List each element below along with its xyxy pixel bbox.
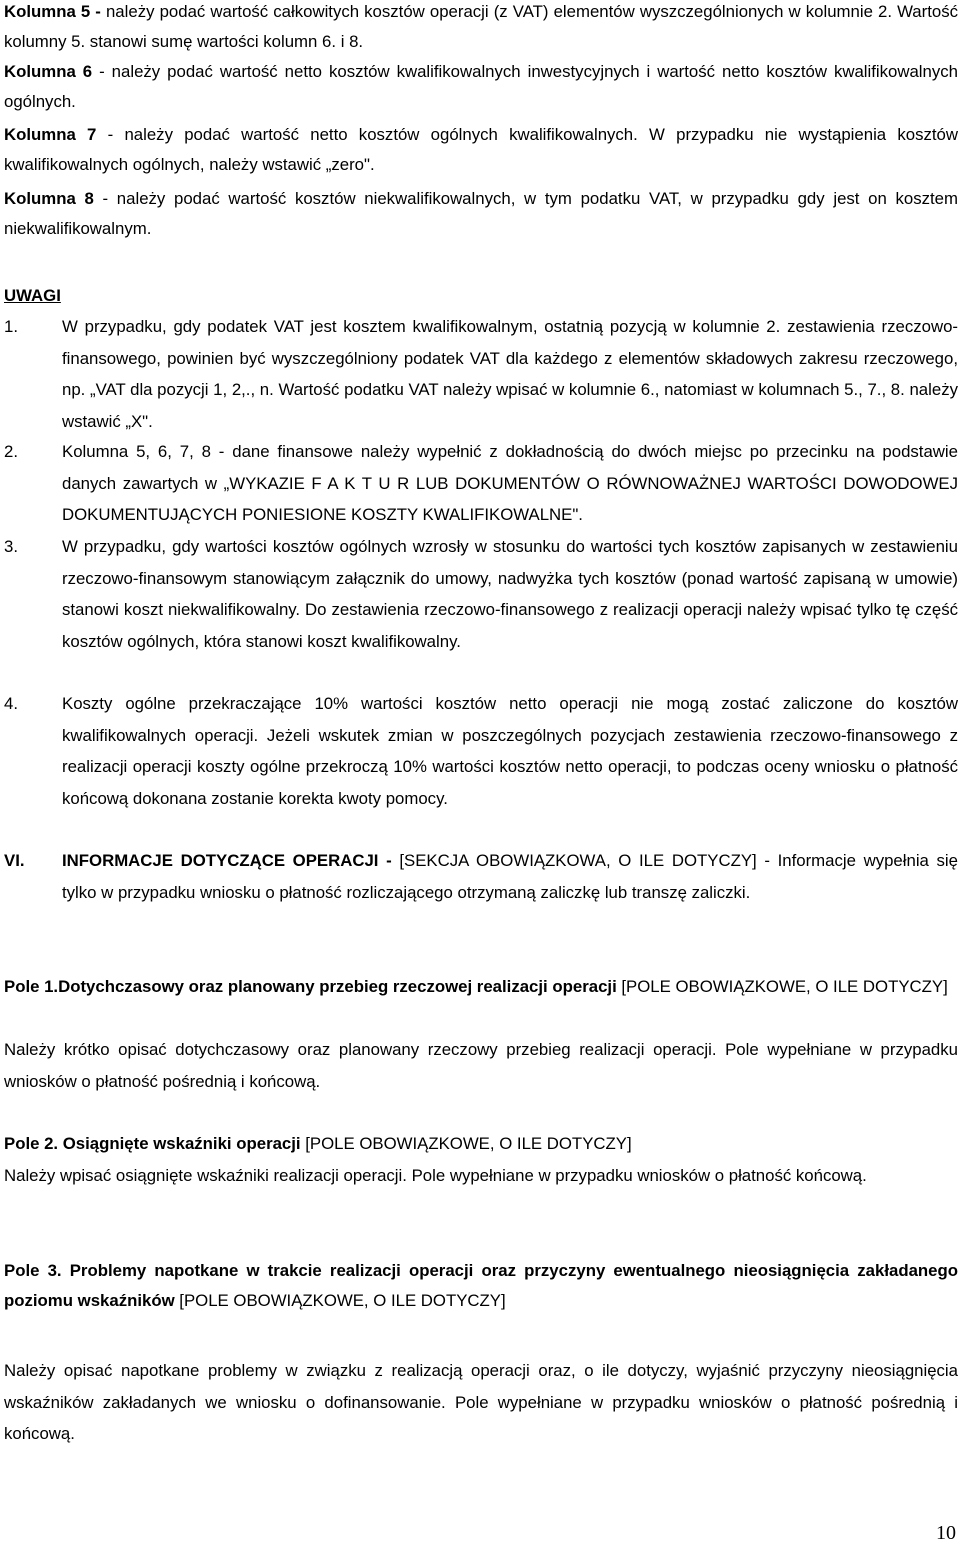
uwagi-item-1-text: W przypadku, gdy podatek VAT jest kosztem kwalifikowalnym, ostatnią pozycją w kolumnie 2. zestawienia rzeczowo-finansowego, powinien być wyszczególniony podatek VAT dla każdego z elementów składowych zakresu rzeczowego, np. „VAT dla pozycji 1, 2,., n. Wartość podatku VAT należy wpisać w kolumnie 6., natomiast w kolumnach 5., 7., 8. należy wstawić „X".: [62, 317, 958, 431]
section-vi-description: [SEKCJA OBOWIĄZKOWA, O ILE DOTYCZY] - Informacje wypełnia się tylko w przypadku wniosku o płatność rozliczającego otrzymaną zaliczkę lub transzę zaliczki.: [62, 851, 958, 902]
uwagi-item-4-number: 4.: [4, 694, 18, 713]
kolumna-8-text: - należy podać wartość kosztów niekwalifikowalnych, w tym podatku VAT, w przypadku gdy jest on kosztem niekwalifikowalnym.: [4, 189, 958, 238]
uwagi-item-4: [4, 688, 958, 814]
uwagi-item-2: [4, 436, 958, 531]
uwagi-heading-text: UWAGI: [4, 286, 61, 305]
pole-3-heading: [4, 1256, 958, 1316]
pole-1-heading: [4, 971, 958, 1003]
page-number: 10: [936, 1522, 956, 1544]
kolumna-5-label: Kolumna 5 -: [4, 2, 101, 21]
kolumna-5-paragraph: [4, 0, 958, 57]
pole-3-text: Należy opisać napotkane problemy w związku z realizacją operacji oraz, o ile dotyczy, wyjaśnić przyczyny nieosiągnięcia wskaźników zakładanych we wniosku o dofinansowanie. Pole wypełniane w przypadku wniosków o płatność pośrednią i końcową.: [4, 1361, 958, 1443]
section-vi: [4, 845, 958, 908]
uwagi-heading: [4, 280, 958, 312]
uwagi-item-1-number: 1.: [4, 317, 18, 336]
uwagi-item-4-text: Koszty ogólne przekraczające 10% wartości kosztów netto operacji nie mogą zostać zaliczone do kosztów kwalifikowalnych operacji. Jeżeli wskutek zmian w poszczególnych pozycjach zestawienia rzeczowo-finansowego z realizacji operacji koszty ogólne przekroczą 10% wartości kosztów netto operacji, to podczas oceny wniosku o płatność końcową dokonana zostanie korekta kwoty pomocy.: [62, 694, 958, 808]
kolumna-5-text: należy podać wartość całkowitych kosztów operacji (z VAT) elementów wyszczególnionych w kolumnie 2. Wartość kolumny 5. stanowi sumę wartości kolumn 6. i 8.: [4, 2, 958, 51]
section-vi-title: INFORMACJE DOTYCZĄCE OPERACJI -: [62, 851, 392, 870]
uwagi-item-2-text: Kolumna 5, 6, 7, 8 - dane finansowe należy wypełnić z dokładnością do dwóch miejsc po przecinku na podstawie danych zawartych w „WYKAZIE F A K T U R LUB DOKUMENTÓW O RÓWNOWAŻNEJ WARTOŚCI DOWODOWEJ DOKUMENTUJĄCYCH PONIESIONE KOSZTY KWALIFIKOWALNE".: [62, 442, 958, 524]
pole-1-tag: [POLE OBOWIĄZKOWE, O ILE DOTYCZY]: [616, 977, 948, 996]
uwagi-item-3: [4, 531, 958, 657]
kolumna-6-paragraph: [4, 57, 958, 117]
pole-2-text: Należy wpisać osiągnięte wskaźniki realizacji operacji. Pole wypełniane w przypadku wniosków o płatność końcową.: [4, 1166, 867, 1185]
pole-1-text: Należy krótko opisać dotychczasowy oraz planowany rzeczowy przebieg realizacji operacji. Pole wypełniane w przypadku wniosków o płatność pośrednią i końcową.: [4, 1040, 958, 1091]
uwagi-item-3-text: W przypadku, gdy wartości kosztów ogólnych wzrosły w stosunku do wartości tych kosztów zapisanych w zestawieniu rzeczowo-finansowym stanowiącym załącznik do umowy, nadwyżka tych kosztów (ponad wartość zapisaną w umowie) stanowi koszt niekwalifikowalny. Do zestawienia rzeczowo-finansowego z realizacji operacji należy wpisać tylko tę część kosztów ogólnych, która stanowi koszt kwalifikowalny.: [62, 537, 958, 651]
pole-3-title: Pole 3. Problemy napotkane w trakcie realizacji operacji oraz przyczyny ewentualnego nieosiągnięcia zakładanego poziomu wskaźników: [4, 1261, 958, 1310]
uwagi-item-2-number: 2.: [4, 442, 18, 461]
kolumna-7-text: - należy podać wartość netto kosztów ogólnych kwalifikowalnych. W przypadku nie wystąpienia kosztów kwalifikowalnych ogólnych, należy wstawić „zero".: [4, 125, 958, 174]
pole-1-title: Pole 1.Dotychczasowy oraz planowany przebieg rzeczowej realizacji operacji: [4, 977, 617, 996]
kolumna-6-label: Kolumna 6: [4, 62, 93, 81]
uwagi-item-3-number: 3.: [4, 537, 18, 556]
kolumna-6-text: - należy podać wartość netto kosztów kwalifikowalnych inwestycyjnych i wartość netto kosztów kwalifikowalnych ogólnych.: [4, 62, 958, 111]
kolumna-8-label: Kolumna 8: [4, 189, 94, 208]
pole-2-title: Pole 2. Osiągnięte wskaźniki operacji: [4, 1134, 301, 1153]
pole-3-tag: [POLE OBOWIĄZKOWE, O ILE DOTYCZY]: [174, 1291, 506, 1310]
section-vi-number: VI.: [4, 851, 25, 870]
pole-2-heading: [4, 1128, 958, 1160]
section-vi-text: [62, 845, 958, 908]
uwagi-item-1: [4, 311, 958, 437]
pole-2-tag: [POLE OBOWIĄZKOWE, O ILE DOTYCZY]: [300, 1134, 632, 1153]
kolumna-7-paragraph: [4, 120, 958, 180]
kolumna-8-paragraph: [4, 184, 958, 244]
kolumna-7-label: Kolumna 7: [4, 125, 97, 144]
